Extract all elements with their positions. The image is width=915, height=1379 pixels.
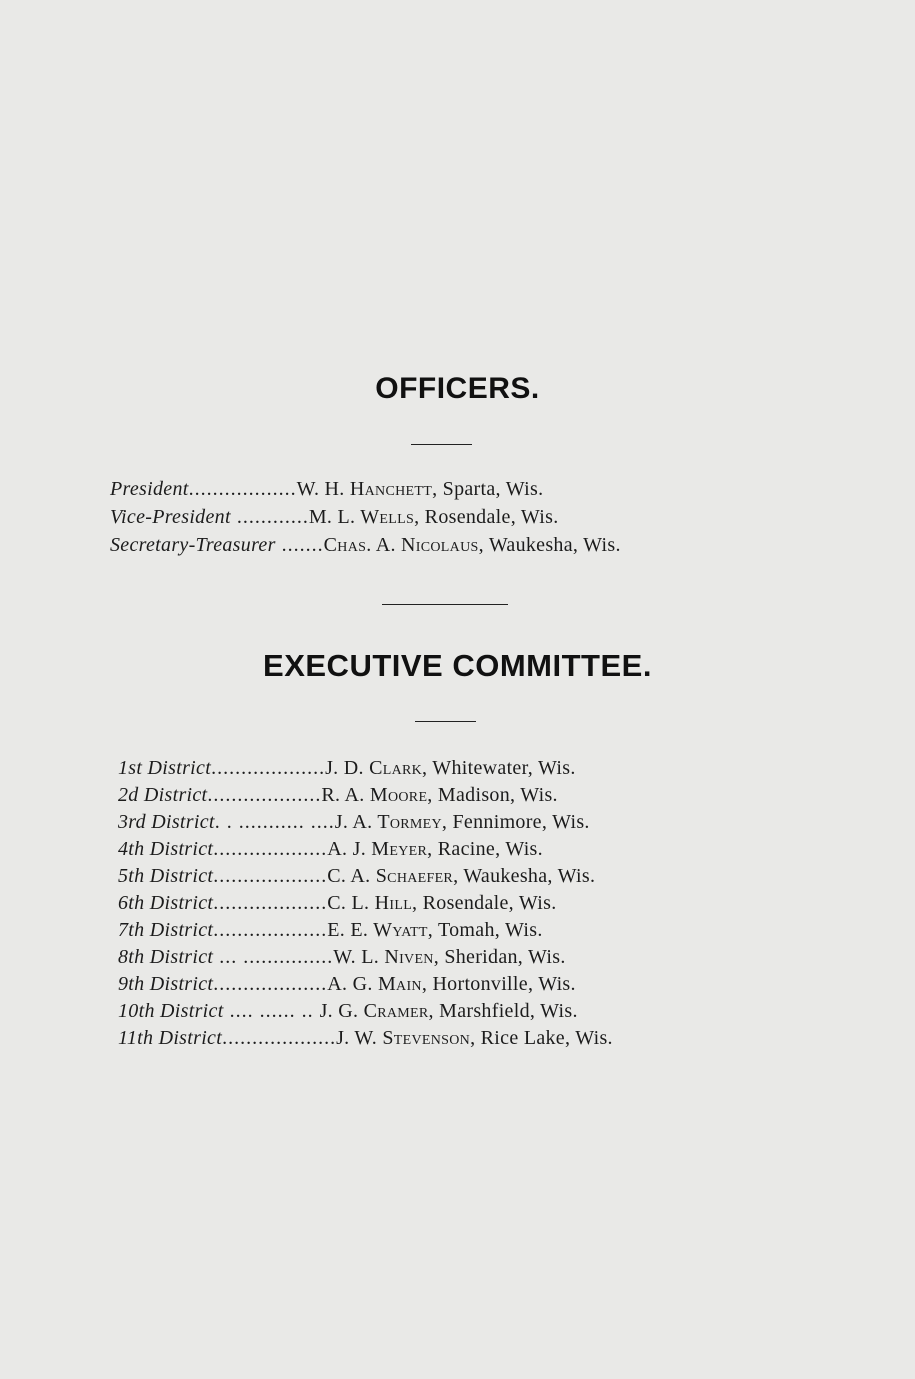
- member-name: W. L. Niven: [333, 946, 434, 968]
- district-row: [118, 757, 576, 780]
- district-row: [118, 1000, 578, 1023]
- district-row: [118, 919, 543, 942]
- dot-leader: ...................: [207, 784, 322, 806]
- district-row: [118, 973, 576, 996]
- member-place: , Marshfield, Wis.: [428, 1000, 578, 1022]
- officer-role: President: [110, 478, 189, 500]
- district-label: 3rd District: [118, 811, 215, 833]
- district-label: 5th District: [118, 865, 214, 887]
- member-place: , Rice Lake, Wis.: [470, 1027, 613, 1049]
- dot-leader: ............: [230, 506, 309, 528]
- member-name: J. G. Cramer: [319, 1000, 429, 1022]
- district-label: 10th District: [118, 1000, 224, 1022]
- officer-name: W. H. Hanchett: [296, 478, 433, 500]
- district-label: 8th District: [118, 946, 214, 968]
- dot-leader: ...................: [213, 919, 328, 941]
- member-place: , Racine, Wis.: [427, 838, 543, 860]
- executive-committee-heading: EXECUTIVE COMMITTEE.: [263, 648, 652, 683]
- member-name: J. D. Clark: [325, 757, 423, 779]
- district-label: 11th District: [118, 1027, 223, 1049]
- district-row: [118, 784, 558, 807]
- member-place: , Sheridan, Wis.: [433, 946, 566, 968]
- officer-row: [110, 534, 621, 557]
- dot-leader: . . ........... ....: [214, 811, 335, 833]
- dot-leader: ..................: [188, 478, 297, 500]
- officer-role: Secretary-Treasurer: [110, 534, 276, 556]
- district-row: [118, 946, 566, 969]
- officer-role: Vice-President: [110, 506, 231, 528]
- district-label: 2d District: [118, 784, 208, 806]
- member-place: , Hortonville, Wis.: [421, 973, 576, 995]
- member-name: J. W. Stevenson: [336, 1027, 471, 1049]
- member-place: , Whitewater, Wis.: [422, 757, 576, 779]
- district-label: 1st District: [118, 757, 212, 779]
- district-row: [118, 838, 543, 861]
- dot-leader: ...................: [213, 973, 328, 995]
- dot-leader: .... ...... ..: [223, 1000, 320, 1022]
- district-label: 7th District: [118, 919, 214, 941]
- dot-leader: ...................: [213, 865, 328, 887]
- divider-rule: [382, 604, 508, 605]
- officer-name: M. L. Wells: [308, 506, 415, 528]
- dot-leader: ...................: [213, 892, 328, 914]
- member-name: C. L. Hill: [327, 892, 413, 914]
- member-place: , Rosendale, Wis.: [412, 892, 557, 914]
- member-place: , Waukesha, Wis.: [453, 865, 596, 887]
- dot-leader: ...................: [211, 757, 326, 779]
- officer-place: , Rosendale, Wis.: [414, 506, 559, 528]
- short-rule: [415, 721, 476, 722]
- district-label: 6th District: [118, 892, 214, 914]
- district-row: [118, 865, 595, 888]
- officer-place: , Sparta, Wis.: [432, 478, 544, 500]
- member-name: C. A. Schaefer: [327, 865, 454, 887]
- member-name: R. A. Moore: [321, 784, 428, 806]
- member-place: , Madison, Wis.: [427, 784, 558, 806]
- officer-row: [110, 506, 559, 529]
- officer-row: [110, 478, 543, 501]
- member-name: A. G. Main: [327, 973, 422, 995]
- member-name: A. J. Meyer: [327, 838, 428, 860]
- district-row: [118, 1027, 613, 1050]
- officer-place: , Waukesha, Wis.: [478, 534, 621, 556]
- officers-heading: OFFICERS.: [375, 372, 540, 405]
- district-row: [118, 811, 590, 834]
- short-rule: [411, 444, 472, 445]
- dot-leader: ... ...............: [213, 946, 334, 968]
- dot-leader: ...................: [222, 1027, 337, 1049]
- member-place: , Tomah, Wis.: [427, 919, 543, 941]
- member-place: , Fennimore, Wis.: [441, 811, 590, 833]
- member-name: E. E. Wyatt: [327, 919, 428, 941]
- dot-leader: ...................: [213, 838, 328, 860]
- member-name: J. A. Tormey: [334, 811, 442, 833]
- district-label: 4th District: [118, 838, 214, 860]
- officer-name: Chas. A. Nicolaus: [323, 534, 479, 556]
- district-label: 9th District: [118, 973, 214, 995]
- district-row: [118, 892, 557, 915]
- dot-leader: .......: [275, 534, 324, 556]
